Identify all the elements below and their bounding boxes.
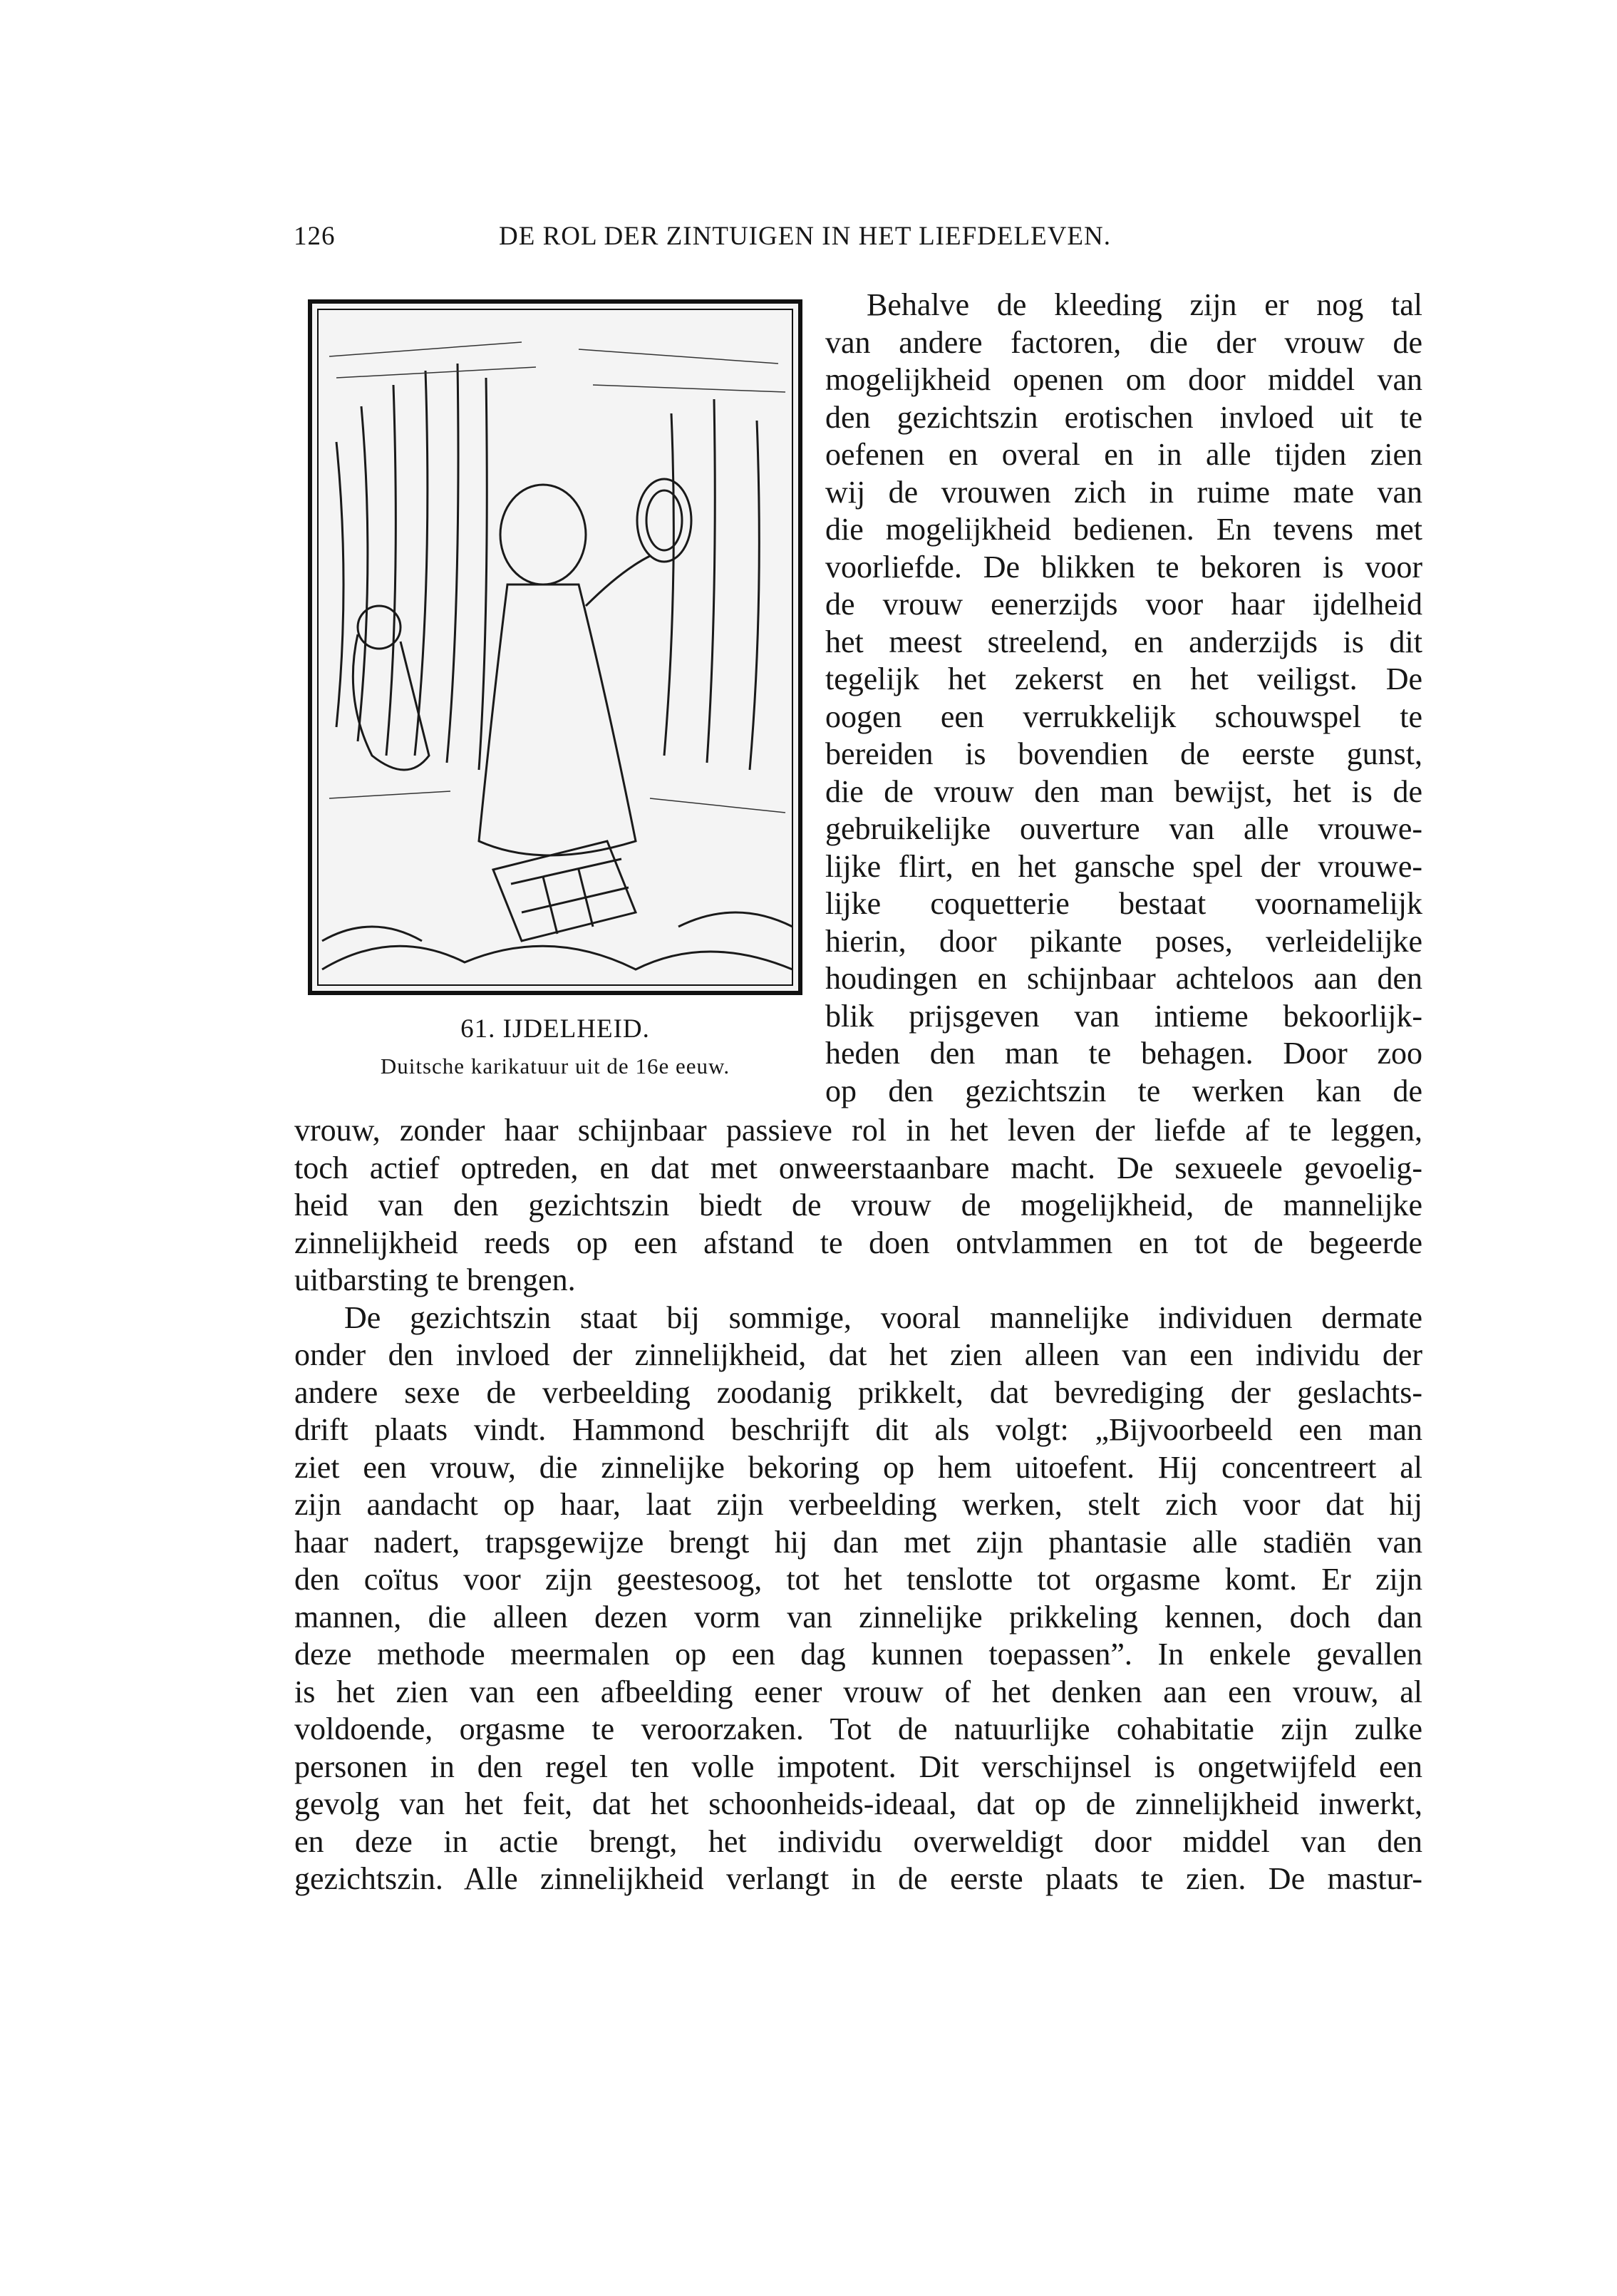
text-line: toch actief optreden, en dat met onweerstaanbare macht. De sexueele gevoelig- <box>294 1150 1422 1185</box>
text-line: bereiden is bovendien de eerste gunst, <box>825 736 1422 771</box>
text-line: den coïtus voor zijn geestesoog, tot het tenslotte tot orgasme komt. Er zijn <box>294 1562 1422 1597</box>
text-line: houdingen en schijnbaar achteloos aan den <box>825 961 1422 996</box>
text-line: deze methode meermalen op een dag kunnen toepassen”. In enkele gevallen <box>294 1637 1422 1672</box>
text-line: personen in den regel ten volle impotent. Dit verschijnsel is ongetwijfeld een <box>294 1749 1422 1784</box>
text-line: heid van den gezichtszin biedt de vrouw de mogelijkheid, de mannelijke <box>294 1188 1422 1222</box>
text-line: mogelijkheid openen om door middel van <box>825 362 1422 397</box>
text-line: uitbarsting te brengen. <box>294 1262 576 1297</box>
text-line: van andere factoren, die der vrouw de <box>825 324 1422 360</box>
text-line: die mogelijkheid bedienen. En tevens met <box>825 512 1422 547</box>
text-line: vrouw, zonder haar schijnbaar passieve rol in het leven der liefde af te leggen, <box>294 1113 1422 1148</box>
text-line: de vrouw eenerzijds voor haar ijdelheid <box>825 587 1422 622</box>
text-line: wij de vrouwen zich in ruime mate van <box>825 474 1422 510</box>
text-line: lijke flirt, en het gansche spel der vrouwe- <box>825 848 1422 884</box>
running-title: DE ROL DER ZINTUIGEN IN HET LIEFDELEVEN. <box>499 222 1111 251</box>
text-line: Behalve de kleeding zijn er nog tal <box>867 287 1422 322</box>
text-line: ziet een vrouw, die zinnelijke bekoring op hem uitoefent. Hij concentreert al <box>294 1449 1422 1485</box>
text-line: heden den man te behagen. Door zoo <box>825 1036 1422 1071</box>
text-line: oogen een verrukkelijk schouwspel te <box>825 699 1422 734</box>
text-line: zinnelijkheid reeds op een afstand te doen ontvlammen en tot de begeerde <box>294 1225 1422 1260</box>
text-line: zijn aandacht op haar, laat zijn verbeelding werken, stelt zich voor dat hij <box>294 1487 1422 1522</box>
text-line: mannen, die alleen dezen vorm van zinnelijke prikkeling kennen, doch dan <box>294 1599 1422 1635</box>
figure-caption-number: 61. IJDELHEID. <box>460 1014 650 1044</box>
text-line: De gezichtszin staat bij sommige, vooral mannelijke individuen dermate <box>344 1299 1422 1335</box>
text-line: drift plaats vindt. Hammond beschrijft dit als volgt: „Bijvoorbeeld een man <box>294 1412 1422 1447</box>
text-line: gevolg van het feit, dat het schoonheids-ideaal, dat op de zinnelijkheid inwerkt, <box>294 1786 1422 1821</box>
text-line: haar nadert, trapsgewijze brengt hij dan met zijn phantasie alle stadiën van <box>294 1524 1422 1560</box>
woodcut-image <box>308 299 802 995</box>
text-line: den gezichtszin erotischen invloed uit te <box>825 399 1422 435</box>
text-line: voldoende, orgasme te veroorzaken. Tot de natuurlijke cohabitatie zijn zulke <box>294 1711 1422 1746</box>
text-line: die de vrouw den man bewijst, het is de <box>825 773 1422 809</box>
body-paragraphs <box>294 1112 1422 1898</box>
text-line: op den gezichtszin te werken kan de <box>825 1073 1422 1108</box>
text-line: en deze in actie brengt, het individu overweldigt door middel van den <box>294 1823 1422 1859</box>
text-line: oefenen en overal en in alle tijden zien <box>825 437 1422 472</box>
text-line: voorliefde. De blikken te bekoren is voor <box>825 549 1422 585</box>
text-line: gezichtszin. Alle zinnelijkheid verlangt in de eerste plaats te zien. De mastur- <box>294 1861 1422 1896</box>
page-header <box>0 212 1617 255</box>
text-line: lijke coquetterie bestaat voornamelijk <box>825 886 1422 921</box>
text-line: andere sexe de verbeelding zoodanig prikkelt, dat bevrediging der geslachts- <box>294 1374 1422 1410</box>
page-number: 126 <box>294 222 336 251</box>
text-line: blik prijsgeven van intieme bekoorlijk- <box>825 998 1422 1034</box>
text-line: is het zien van een afbeelding eener vrouw of het denken aan een vrouw, al <box>294 1674 1422 1709</box>
column-paragraph <box>825 287 1422 1110</box>
text-line: tegelijk het zekerst en het veiligst. De <box>825 661 1422 696</box>
text-line: onder den invloed der zinnelijkheid, dat het zien alleen van een individu der <box>294 1337 1422 1372</box>
text-line: gebruikelijke ouverture van alle vrouwe- <box>825 811 1422 846</box>
figure-caption-subtitle: Duitsche karikatuur uit de 16e eeuw. <box>380 1054 730 1078</box>
woodcut-illustration <box>308 299 802 995</box>
text-line: hierin, door pikante poses, verleidelijke <box>825 923 1422 959</box>
text-line: het meest streelend, en anderzijds is dit <box>825 624 1422 659</box>
